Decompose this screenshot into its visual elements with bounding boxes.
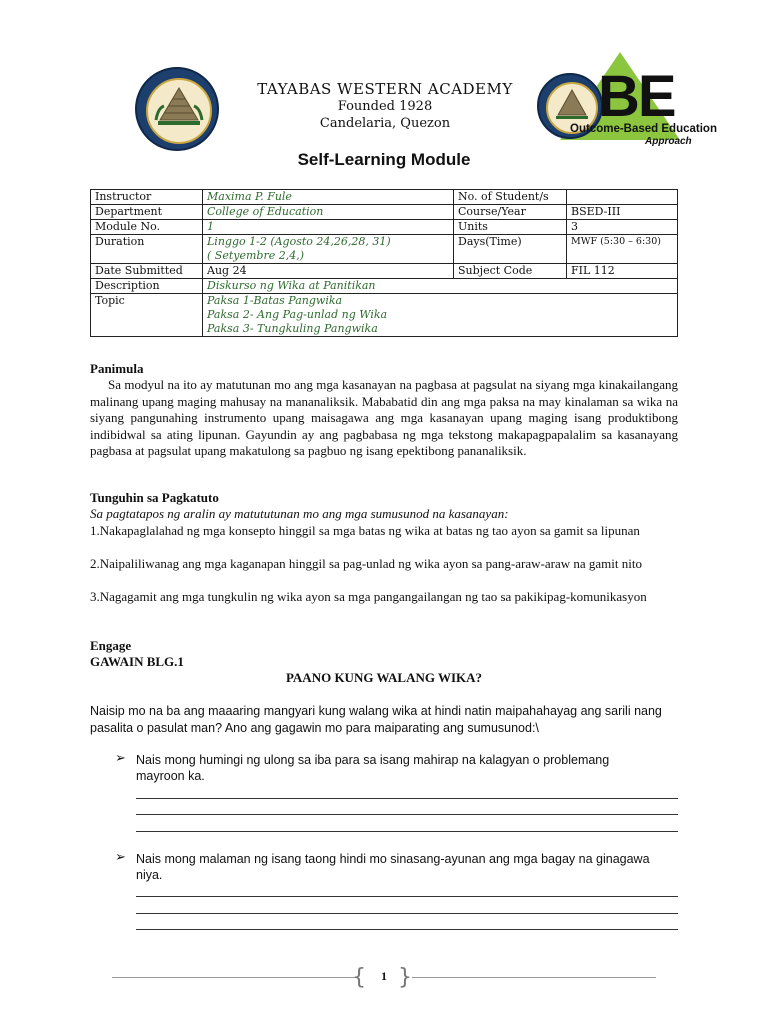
school-seal bbox=[135, 67, 219, 151]
bullet-2: Nais mong malaman ng isang taong hindi mo sinasang-ayunan ang mga bagay na ginagawa niya. bbox=[136, 852, 650, 882]
engage-heading: Engage bbox=[90, 638, 132, 653]
course-value: BSED-III bbox=[567, 205, 678, 220]
table-row bbox=[91, 220, 678, 235]
topic-label: Topic bbox=[91, 294, 203, 337]
question-title: PAANO KUNG WALANG WIKA? bbox=[285, 670, 483, 685]
department-value: College of Education bbox=[203, 205, 454, 220]
table-row bbox=[91, 279, 678, 294]
objective-2: 2.Naipaliliwanag ang mga kaganapan hinggil sa pag-unlad ng wika ayon sa pang-araw-araw na gamit nito bbox=[90, 556, 642, 571]
module-title: Self-Learning Module bbox=[297, 150, 471, 169]
footer-rule-left bbox=[112, 977, 356, 978]
code-label: Subject Code bbox=[454, 264, 567, 279]
days-value: MWF (5:30 – 6:30) bbox=[567, 235, 678, 264]
students-label: No. of Student/s bbox=[454, 190, 567, 205]
objective-3: 3.Nagagamit ang mga tungkulin ng wika ayon sa mga pangangailangan ng tao sa pakikipag-komunikasyon bbox=[90, 589, 647, 604]
right-brace-icon: } bbox=[398, 965, 412, 990]
obe-subtitle: Outcome-Based Education bbox=[570, 123, 717, 135]
engage-prompt: Naisip mo na ba ang maaaring mangyari kung walang wika at hindi natin maipahahayag ang sarili nang pasalita o pasulat man? Ano ang gagawin mo para maiparating ang sumusunod:\ bbox=[90, 704, 662, 735]
footer-rule-right bbox=[412, 977, 656, 978]
module-label: Module No. bbox=[91, 220, 203, 235]
department-label: Department bbox=[91, 205, 203, 220]
table-row bbox=[91, 235, 678, 264]
school-name: TAYABAS WESTERN ACADEMY bbox=[257, 80, 513, 98]
answer-line[interactable] bbox=[136, 929, 678, 930]
arrow-bullet-icon: ➢ bbox=[115, 850, 126, 865]
description-value: Diskurso ng Wika at Panitikan bbox=[203, 279, 678, 294]
left-brace-icon: { bbox=[352, 965, 366, 990]
school-location: Candelaria, Quezon bbox=[319, 116, 451, 131]
answer-line[interactable] bbox=[136, 798, 678, 799]
answer-line[interactable] bbox=[136, 913, 678, 914]
founded-year: Founded 1928 bbox=[337, 99, 433, 114]
panimula-text: Sa modyul na ito ay matutunan mo ang mga kasanayan na pagbasa at pagsulat na siyang mga kinakailangang malinang upang maging mahusay na mananaliksik. Mababatid din ang mga paksa na may kinalaman sa wika na siyang pangunahing instrumento upang maisagawa ang mga kasanayan upang maging isang produktibong indibidwal sa ating lipunan. Gayundin ay ang pagbabasa ng mga tekstong makapagpapalalim sa kasanayang pagbasa at pagsulat upang makatulong sa pagbuo ng isang epektibong pananaliksik. bbox=[90, 377, 678, 458]
units-value: 3 bbox=[567, 220, 678, 235]
table-row bbox=[91, 190, 678, 205]
units-label: Units bbox=[454, 220, 567, 235]
table-row bbox=[91, 294, 678, 337]
answer-line[interactable] bbox=[136, 814, 678, 815]
obe-letters: BE bbox=[598, 64, 675, 129]
module-info-table bbox=[90, 189, 678, 337]
duration-value bbox=[203, 235, 454, 264]
bullet-1: Nais mong humingi ng ulong sa iba para sa isang mahirap na kalagyan o problemang mayroon ka. bbox=[136, 753, 610, 783]
gawain-heading: GAWAIN BLG.1 bbox=[90, 654, 184, 669]
code-value: FIL 112 bbox=[567, 264, 678, 279]
page-number: 1 bbox=[381, 969, 387, 983]
instructor-label: Instructor bbox=[91, 190, 203, 205]
course-label: Course/Year bbox=[454, 205, 567, 220]
duration-line-2: ( Setyembre 2,4,) bbox=[207, 249, 304, 262]
arrow-bullet-icon: ➢ bbox=[115, 751, 126, 766]
tunguhin-heading: Tunguhin sa Pagkatuto bbox=[90, 490, 219, 505]
answer-line[interactable] bbox=[136, 896, 678, 897]
module-value: 1 bbox=[203, 220, 454, 235]
students-value bbox=[567, 190, 678, 205]
date-label: Date Submitted bbox=[91, 264, 203, 279]
table-row bbox=[91, 264, 678, 279]
duration-label: Duration bbox=[91, 235, 203, 264]
panimula-heading: Panimula bbox=[90, 361, 144, 376]
topic-value bbox=[203, 294, 678, 337]
days-label: Days(Time) bbox=[454, 235, 567, 264]
topic-line-1: Paksa 1-Batas Pangwika bbox=[207, 294, 343, 307]
obe-approach: Approach bbox=[645, 136, 692, 147]
date-value: Aug 24 bbox=[203, 264, 454, 279]
objective-1: 1.Nakapaglalahad ng mga konsepto hinggil sa mga batas ng wika at batas ng tao ayon sa gamit sa lipunan bbox=[90, 523, 640, 538]
topic-line-3: Paksa 3- Tungkuling Pangwika bbox=[207, 322, 378, 335]
answer-line[interactable] bbox=[136, 831, 678, 832]
duration-line-1: Linggo 1-2 (Agosto 24,26,28, 31) bbox=[207, 235, 391, 248]
description-label: Description bbox=[91, 279, 203, 294]
topic-line-2: Paksa 2- Ang Pag-unlad ng Wika bbox=[207, 308, 388, 321]
instructor-value: Maxima P. Fule bbox=[203, 190, 454, 205]
tunguhin-intro: Sa pagtatapos ng aralin ay matututunan mo ang mga sumusunod na kasanayan: bbox=[90, 506, 509, 521]
table-row bbox=[91, 205, 678, 220]
